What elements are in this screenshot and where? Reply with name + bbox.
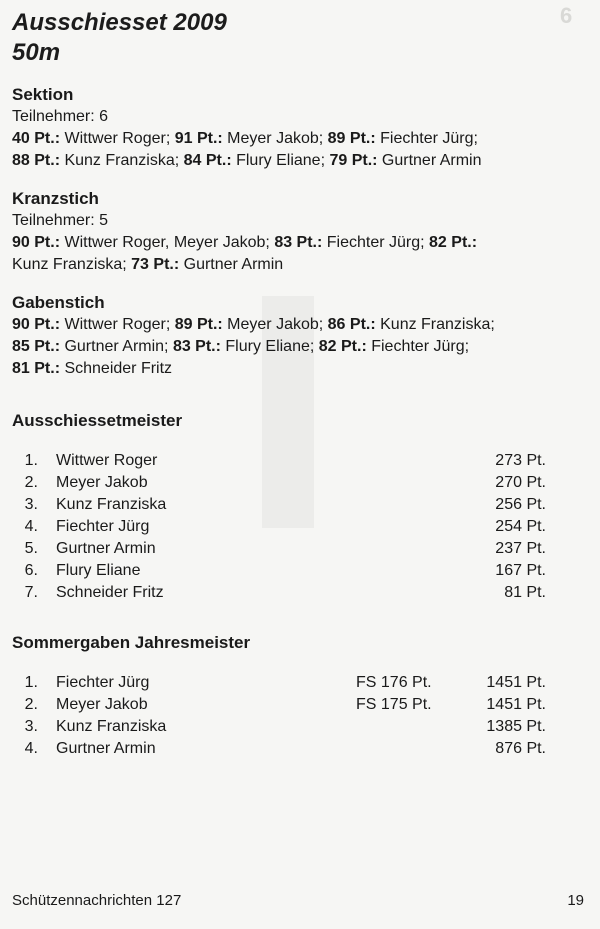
shooter-names: Kunz Franziska; [60, 152, 184, 169]
rank-number: 5. [24, 540, 38, 557]
score-label: 82 Pt.: [429, 234, 478, 251]
rank-number: 2. [24, 696, 38, 713]
score-label: 90 Pt.: [12, 234, 61, 251]
tiebreak-score [356, 716, 452, 738]
ranking-row [12, 516, 546, 538]
shooter-names: Wittwer Roger; [60, 316, 175, 333]
section-0 [12, 84, 572, 172]
ranking-row [12, 472, 546, 494]
bleed-through-text: 6 [560, 3, 573, 28]
shooter-names: Teilnehmer: 6 [12, 108, 109, 125]
shooter-names: Kunz Franziska; [375, 316, 495, 333]
section-heading: Kranzstich [12, 189, 99, 208]
ranking-row [12, 450, 546, 472]
page-number: 19 [567, 892, 584, 909]
score-label: 91 Pt.: [174, 130, 223, 147]
total-points: 1451 Pt. [486, 696, 546, 713]
total-points: 1451 Pt. [486, 674, 546, 691]
score-label: 89 Pt.: [174, 316, 223, 333]
shooter-names: Gurtner Armin; [60, 338, 173, 355]
page-title: Ausschiesset 2009 [12, 9, 227, 36]
shooter-names: Kunz Franziska; [12, 256, 132, 273]
score-label: 89 Pt.: [327, 130, 376, 147]
result-line [12, 106, 572, 128]
shooter-names: Fiechter Jürg; [375, 130, 478, 147]
shooter-names: Teilnehmer: 5 [12, 212, 109, 229]
shooter-name: Gurtner Armin [56, 740, 156, 757]
rank-number: 3. [24, 496, 38, 513]
rank-number: 3. [24, 718, 38, 735]
total-points: 237 Pt. [495, 540, 546, 557]
ranking-row [12, 738, 546, 760]
shooter-names: Schneider Fritz [60, 360, 173, 377]
result-line [12, 150, 572, 172]
shooter-name: Gurtner Armin [56, 540, 156, 557]
total-points: 270 Pt. [495, 474, 546, 491]
article [12, 3, 573, 760]
total-points: 81 Pt. [504, 584, 546, 601]
shooter-name: Meyer Jakob [56, 474, 148, 491]
shooter-name: Flury Eliane [56, 562, 141, 579]
total-points: 1385 Pt. [486, 718, 546, 735]
score-label: 82 Pt.: [318, 338, 367, 355]
score-label: 83 Pt.: [274, 234, 323, 251]
rank-number: 1. [24, 674, 38, 691]
section-1 [12, 188, 572, 276]
shooter-names: Flury Eliane; [231, 152, 330, 169]
ranking-row [12, 494, 546, 516]
shooter-names: Fiechter Jürg; [322, 234, 430, 251]
page-subtitle: 50m [12, 39, 61, 66]
score-label: 85 Pt.: [12, 338, 61, 355]
shooter-names: Fiechter Jürg; [366, 338, 470, 355]
tiebreak-score: FS 175 Pt. [356, 696, 432, 713]
result-line [12, 314, 572, 336]
tiebreak-score [356, 738, 452, 760]
score-label: 40 Pt.: [12, 130, 61, 147]
shooter-name: Wittwer Roger [56, 452, 158, 469]
tiebreak-score: FS 176 Pt. [356, 674, 432, 691]
rank-number: 1. [24, 452, 38, 469]
rank-number: 7. [24, 584, 38, 601]
result-line [12, 128, 572, 150]
shooter-names: Meyer Jakob; [222, 316, 328, 333]
shooter-name: Meyer Jakob [56, 696, 148, 713]
jahresmeister-section [12, 632, 572, 760]
total-points: 876 Pt. [495, 740, 546, 757]
meister-table [12, 450, 546, 604]
rank-number: 4. [24, 740, 38, 757]
score-label: 90 Pt.: [12, 316, 61, 333]
ranking-row [12, 582, 546, 604]
ranking-row [12, 694, 546, 716]
total-points: 254 Pt. [495, 518, 546, 535]
jahresmeister-heading: Sommergaben Jahresmeister [12, 633, 251, 652]
score-label: 88 Pt.: [12, 152, 61, 169]
results-sections [12, 84, 572, 380]
shooter-name: Kunz Franziska [56, 496, 167, 513]
rank-number: 2. [24, 474, 38, 491]
result-line [12, 358, 572, 380]
shooter-name: Kunz Franziska [56, 718, 167, 735]
result-line [12, 232, 572, 254]
rank-number: 6. [24, 562, 38, 579]
shooter-names: Wittwer Roger; [60, 130, 175, 147]
ranking-row [12, 672, 546, 694]
ranking-row [12, 538, 546, 560]
meister-section [12, 410, 572, 604]
shooter-names: Wittwer Roger, Meyer Jakob; [60, 234, 275, 251]
ranking-row [12, 560, 546, 582]
shooter-names: Meyer Jakob; [222, 130, 328, 147]
shooter-names: Flury Eliane; [220, 338, 319, 355]
jahresmeister-table [12, 672, 546, 760]
shooter-names: Gurtner Armin [179, 256, 284, 273]
score-label: 81 Pt.: [12, 360, 61, 377]
result-line [12, 210, 572, 232]
ranking-row [12, 716, 546, 738]
score-label: 79 Pt.: [329, 152, 378, 169]
section-heading: Gabenstich [12, 293, 105, 312]
rank-number: 4. [24, 518, 38, 535]
score-label: 83 Pt.: [172, 338, 221, 355]
shooter-name: Schneider Fritz [56, 584, 164, 601]
section-heading: Sektion [12, 85, 74, 104]
total-points: 167 Pt. [495, 562, 546, 579]
shooter-name: Fiechter Jürg [56, 674, 150, 691]
score-label: 84 Pt.: [183, 152, 232, 169]
result-line [12, 336, 572, 358]
section-2 [12, 292, 572, 380]
publication-name: Schützennachrichten 127 [12, 892, 182, 909]
meister-heading: Ausschiessetmeister [12, 411, 183, 430]
score-label: 86 Pt.: [327, 316, 376, 333]
score-label: 73 Pt.: [131, 256, 180, 273]
total-points: 273 Pt. [495, 452, 546, 469]
shooter-name: Fiechter Jürg [56, 518, 150, 535]
shooter-names: Gurtner Armin [377, 152, 482, 169]
total-points: 256 Pt. [495, 496, 546, 513]
result-line [12, 254, 572, 276]
